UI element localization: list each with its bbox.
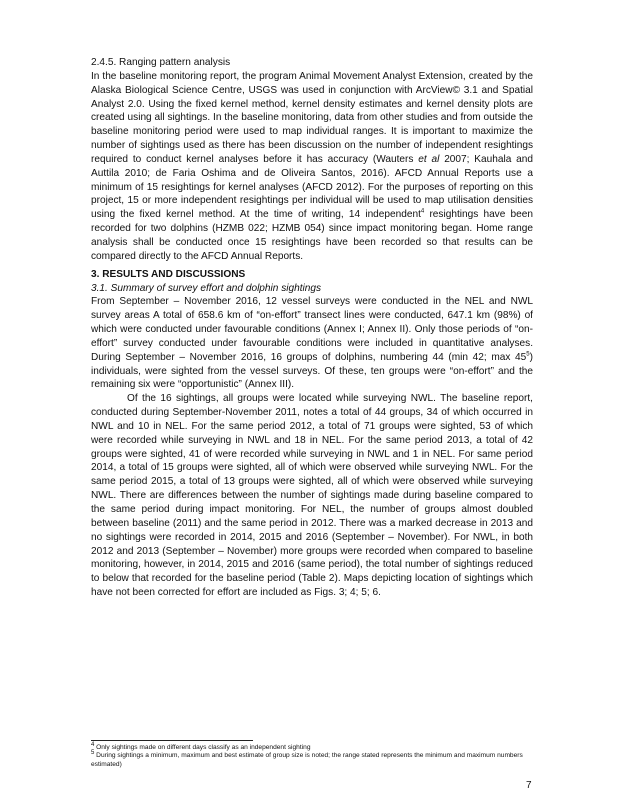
footnote-5 xyxy=(91,752,533,769)
section-heading-3: 3. RESULTS AND DISCUSSIONS xyxy=(91,268,246,280)
footnote-text: During sightings a minimum, maximum and best estimate of group size is noted; the range stated represents the minimum and maximum numbers estimated) xyxy=(91,752,523,768)
text-run: ) individuals, were sighted from the vessel surveys. Of these, ten groups were “on-effort” and the remaining six were “opportunistic” (Annex III). xyxy=(91,351,533,391)
text-run: From September – November 2016, 12 vessel surveys were conducted in the NEL and NWL survey areas A total of 658.6 km of “on-effort” transect lines were conducted, 647.1 km (98%) of which were conducted under favourable conditions (Annex I; Annex II). Only those periods of “on-effort” survey conducted under favourable conditions were included in quantitative analyses. During September – November 2016, 16 groups of dolphins, numbering 44 (min 42; max 45 xyxy=(91,296,533,363)
footnote-number: 4 xyxy=(91,741,95,748)
paragraph-ranging-pattern xyxy=(91,70,533,264)
paragraph-sightings-comparison: Of the 16 sightings, all groups were located while surveying NWL. The baseline report, conducted during September-November 2011, notes a total of 44 groups, 34 of which occurred in NWL and 10 in NEL. For the same period 2012, a total of 71 groups were sighted, 53 of which were recorded while surveying in NWL and 18 in NEL. For the same period 2013, a total of 42 groups were sighted, 41 of were recorded while surveying in NWL and 1 in NEL. For same period 2014, a total of 15 groups were sighted, all of which were observed while surveying NWL. For the same period 2015, a total of 13 groups were sighted, all of which were observed while surveying NWL. There are differences between the number of sightings made during baseline compared to the same period during impact monitoring. For NEL, the number of groups almost doubled between baseline (2011) and the same period in 2012. There was a marked decrease in 2013 and no sightings were recorded in 2014, 2015 and 2016 (September – November). For NWL, in both 2012 and 2013 (September – November) more groups were recorded when compared to baseline monitoring, however, in 2014, 2015 and 2016 (same period), the total number of sightings reduced to below that recorded for the baseline period (Table 2). Maps depicting location of sightings which have not been corrected for effort are included as Figs. 3; 4; 5; 6. xyxy=(91,393,533,599)
text-run: 2007; Kauhala and Auttila 2010; de Faria Oshima and de Oliveira Santos, 2016). AFCD Annual Reports use a minimum of 15 resightings for kernel analyses (AFCD 2012). For the purposes of reporting on this project, 15 or more independent resightings per individual will be used to map utilisation densities using the fixed kernel method. At the time of writing, 14 independent xyxy=(91,153,533,221)
paragraph-survey-effort xyxy=(91,295,533,392)
document-body xyxy=(91,56,533,600)
section-subheading-3-1: 3.1. Summary of survey effort and dolphin sightings xyxy=(91,282,322,294)
footnote-ref-5[interactable]: 5 xyxy=(526,351,530,358)
footnote-number: 5 xyxy=(91,750,95,757)
text-run: resightings have been recorded for two dolphins (HZMB 022; HZMB 054) since impact monitoring began. Home range analysis shall be conducted once 15 resightings have been recorded so that results can be compared directly to the AFCD Annual Reports. xyxy=(91,209,534,262)
page-number: 7 xyxy=(526,780,532,791)
footnotes xyxy=(91,741,533,769)
text-run: In the baseline monitoring report, the program Animal Movement Analyst Extension, created by the Alaska Biological Science Centre, USGS was used in conjunction with ArcView© 3.1 and Spatial Analyst 2.0. Using the fixed kernel method, kernel density estimates and kernel density plots are created using all sightings. In the baseline monitoring, data from other studies and from outside the baseline monitoring period were used to map individual ranges. It is important to maximize the number of sightings used as there has been discussion on the number of independent resightings required to conduct kernel analyses before it has accuracy (Wauters xyxy=(91,70,533,165)
footnote-ref-4[interactable]: 4 xyxy=(420,208,425,215)
footnote-text: Only sightings made on different days classify as an independent sighting xyxy=(94,744,311,751)
section-heading-2-4-5: 2.4.5. Ranging pattern analysis xyxy=(91,57,231,68)
text-run-italic: et al xyxy=(418,153,440,165)
footnote-divider xyxy=(91,740,253,741)
